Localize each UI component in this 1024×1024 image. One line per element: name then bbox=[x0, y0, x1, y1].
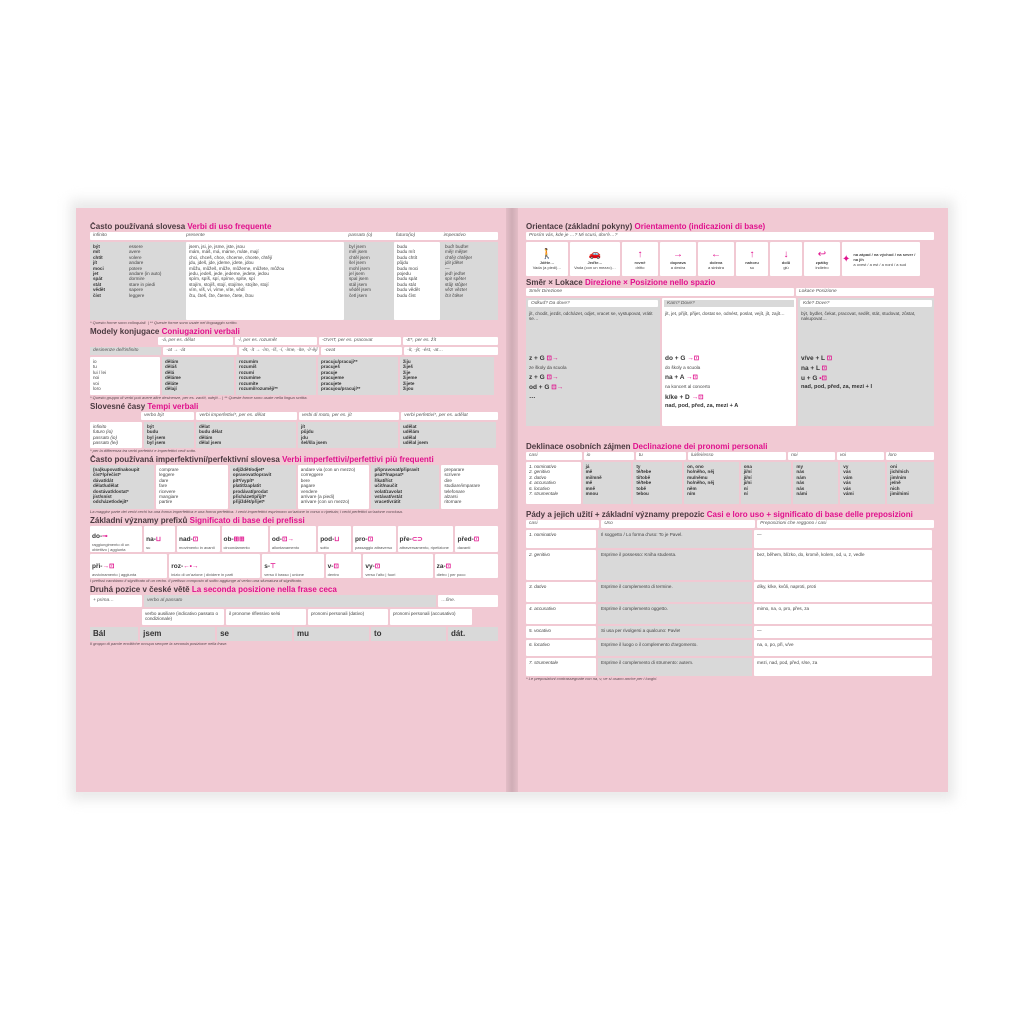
frequent-verbs-title: Často používaná slovesa Verbi di uso frequente bbox=[90, 222, 272, 231]
second-position-section bbox=[90, 585, 498, 646]
case-2-name: 2. genitivo bbox=[526, 550, 596, 580]
prefix-pred: před-⊡ davanti bbox=[455, 526, 497, 552]
hdr-tu: tu bbox=[636, 452, 686, 460]
frequent-verbs-note: * Questo forme sono colloquiali. | ** Queste forme sono usate nel linguaggio scritto. bbox=[90, 320, 238, 325]
sp-prima: + prima… bbox=[90, 595, 142, 607]
prefix-v: v-⊡ dentro bbox=[326, 554, 362, 578]
prefix-za: za-⊡ dietro | per poco bbox=[435, 554, 498, 578]
tenses-section bbox=[90, 402, 498, 453]
case-7-name: 7. strumentale bbox=[526, 658, 596, 676]
orientation-title: Orientace (základní pokyny) Orientamento (indicazioni di base) bbox=[526, 222, 766, 231]
col-inf-it: essere avere volere andare potere andare (in auto) dormire stare in piedi sapere leggere bbox=[129, 244, 162, 298]
arrow-right-icon: → doprava a destra bbox=[660, 242, 696, 276]
case-row-5 bbox=[526, 626, 934, 638]
direction-location-title: Směr × Lokace Direzione × Posizione nello spazio bbox=[526, 278, 716, 287]
conjugation-body bbox=[90, 357, 498, 395]
prefix-vy: vy-⊡ verso l'alto | fuori bbox=[363, 554, 432, 578]
arrow-left-icon: ← doleva a sinistra bbox=[698, 242, 734, 276]
col-present: jsem, jsi, je, jsme, jste, jsou mám, máš, má, máme, máte, mají chci, chceš, chce, chceme, chcete, chtějí jdu, jdeš, jde, jdeme, jdete, jdou můžu, můžeš, může, můžeme, můžete, můžou jedu, jedeš, jede, jedeme, jedete, jedou spím, spíš, spí, spíme, spíte, spí stojím, stojíš, stojí, stojíme, stojíte, stojí vím, víš, ví, víme, víte, vědí čtu, čteš, čte, čteme, čtete, čtou bbox=[186, 242, 344, 320]
aspect-note: La maggior parte dei verbi cechi ha una forma imperfettiva e una forma perfettiva. I verbi imperfettivi esprimono un'azione in corso o ripetuta; i verbi perfettivi un'azione conclusa. bbox=[90, 509, 404, 514]
second-position-row-2 bbox=[90, 609, 498, 625]
hdr-future: futuro(io) bbox=[395, 233, 416, 238]
direction-location-body bbox=[526, 298, 934, 426]
pron-vy: vy vás vám vás vás vámi bbox=[840, 462, 885, 504]
zit-col: žiju žiješ žije žijeme žijete žijou bbox=[400, 357, 494, 395]
second-position-row-1 bbox=[90, 595, 498, 607]
to-na: na + A bbox=[665, 374, 685, 382]
to-column: Kam? Dove? jít, jet, přijít, přijet, dostat se, odnést, poslat, vejít, jít, zajít… do + G →⊡ do školy a scuola na + A →⊡ na koncert al concerto k/ke + D →⊡ nad, pod, před, za, mezi + A bbox=[662, 298, 796, 426]
case-4-name: 4. accusativo bbox=[526, 604, 596, 624]
example-na: na koncert al concerto bbox=[665, 384, 711, 390]
case-2-use: Esprime il possesso: Kniha studenta. bbox=[598, 550, 752, 580]
walk-icon: 🚶 Jděte… Vada (a piedi)… bbox=[526, 242, 568, 276]
hdr-cases: casi bbox=[526, 452, 582, 460]
prefixes-section bbox=[90, 516, 498, 583]
frequent-verbs-header bbox=[90, 232, 498, 240]
pronouns-title: Deklinace osobních zájmen Declinazione dei pronomi personali bbox=[526, 442, 768, 451]
cases-note: * Le preposizioni contrassegnate con na, v, ve si usano anche per i luoghi. bbox=[526, 676, 658, 681]
sp-word-6: dát. bbox=[448, 627, 498, 641]
from-od: od + G bbox=[529, 384, 550, 392]
case-6-name: 6. locativo bbox=[526, 640, 596, 656]
tenses-note: * per la differenza tra verbi perfettivi e imperfettivi vedi sotto. bbox=[90, 448, 197, 453]
ending-1: -at → -át bbox=[163, 347, 236, 355]
sp-accusative: pronomi personali (accusativo) bbox=[390, 609, 472, 625]
pron-on: on, ono ho/něho, něj mu/němu ho/něho, něj něm ním bbox=[684, 462, 739, 504]
prefix-pod: pod-⊔ sotto bbox=[318, 526, 351, 552]
case-3-use: Esprime il complemento di termine. bbox=[598, 582, 752, 602]
case-row-2 bbox=[526, 550, 934, 580]
cases-section bbox=[526, 510, 934, 681]
hdr-imperative: imperativo bbox=[443, 233, 466, 238]
case-7-use: Esprime il complemento di strumento: autem. bbox=[598, 658, 752, 676]
hdr-loro: loro bbox=[886, 452, 934, 460]
aspect-g1-cz: (na)kupovat/nakoupit číst*/přečíst* dávat/dát dělat/udělat dostávat/dostat* jíst/sníst odcházet/odejít* bbox=[90, 465, 154, 509]
sp-word-1: Bál bbox=[90, 627, 138, 641]
pron-cases: 1. nominativo 2. genitivo 3. dativo 4. accusativo 6. locativo 7. strumentale bbox=[526, 462, 581, 504]
aspect-g2-it: andare via (con un mezzo) correggere bere pagare vendere arrivare (a piedi) arrivare (con un mezzo) bbox=[298, 465, 370, 509]
hdr-present: presente bbox=[186, 233, 205, 238]
case-6-prep: na, o, po, při, v/ve bbox=[754, 640, 932, 656]
hdr-voi: voi bbox=[837, 452, 884, 460]
orientation-question: Prosím vás, kde je …? Mi scusi, dov'è…? bbox=[526, 232, 934, 240]
where-nad-pod: nad, pod, před, za, mezi + I bbox=[801, 384, 873, 390]
prefix-roz: roz-←•→ inizio di un'azione | dividere in parti bbox=[169, 554, 260, 578]
case-4-use: Esprime il complemento oggetto. bbox=[598, 604, 752, 624]
prefix-pri: při-→⊡ avvicinamento | aggiunta bbox=[90, 554, 167, 578]
arrow-down-icon: ↓ dolů giù bbox=[770, 242, 802, 276]
where-column: Kde? Dove? být, bydlet, čekat, pracovat, sedět, stát, studovat, zůstat, nakupovat… v/ve + L ⊡ na + L ⊡ u + G •⊡ nad, pod, před, za, mezi + I bbox=[798, 298, 934, 426]
aspect-g3-it: preparare scrivere dire studiare/imparare telefonare alzarsi ritornare bbox=[441, 465, 498, 509]
frequent-verbs-body bbox=[90, 242, 498, 320]
byt-col: být budu byl jsem byl jsem bbox=[144, 422, 194, 448]
case-1-use: Il soggetto / Lo forma d'uso: To je Pavel. bbox=[598, 530, 752, 548]
col-future: budu budu mít budu chtít půjdu budu moci pojedu budu spát budu stát budu vědět budu číst bbox=[394, 242, 440, 320]
hdr-direction: Směr Direzione bbox=[526, 288, 794, 296]
hdr-pracovat: -OVAT, per es. pracovat bbox=[319, 337, 401, 345]
from-z-1: z + G bbox=[529, 355, 545, 362]
col-imperative: buď! buďte! měj! mějte! chtěj! chtějte! jdi! jděte! — jeď! jeďte! spi! spěte! stůj! stůjte! věz! vězte! čti! čtěte! bbox=[445, 244, 473, 298]
ending-4: -ít, -ýt, -ést, -at… bbox=[404, 347, 498, 355]
frequent-verbs-section bbox=[90, 222, 498, 325]
delat-col: dělám děláš dělá děláme děláte dělají bbox=[162, 357, 234, 395]
hdr-lui: lui/lei/esso bbox=[688, 452, 786, 460]
delat-tense-col: dělat budu dělat dělám dělal jsem bbox=[196, 422, 296, 448]
pronouns-body bbox=[526, 462, 934, 504]
hdr-io: io bbox=[584, 452, 634, 460]
where-na: na + L bbox=[801, 365, 820, 372]
car-icon: 🚗 Jeďte… Vada (con un mezzo)… bbox=[570, 242, 620, 276]
prefix-s: s-⊤ verso il basso | unione bbox=[262, 554, 323, 578]
sp-word-3: se bbox=[217, 627, 292, 641]
hdr-past: passato (o) bbox=[348, 233, 373, 238]
sp-aux: verbo ausiliare (indicativo passato o condizionale) bbox=[142, 609, 224, 625]
sp-word-4: mu bbox=[294, 627, 369, 641]
col-inf-cz: být mít chtít jít moci jet spát stát vědět číst bbox=[93, 244, 106, 298]
conjugation-endings bbox=[90, 347, 498, 355]
aspect-section bbox=[90, 455, 498, 514]
conjugation-note: * Questo gruppo di verbi può avere altre desinenze, per es. zavřít, odejít... | ** Queste forme sono usate nella lingua scritta. bbox=[90, 395, 308, 400]
ending-2: -ět, -ít → -ím, -íš, -í, -íme, -íte, -í/-ějí bbox=[239, 347, 320, 355]
second-position-title: Druhá pozice v české větě La seconda posizione nella frase ceca bbox=[90, 585, 337, 594]
from-more: … bbox=[529, 393, 536, 401]
pronouns-section bbox=[526, 442, 934, 504]
example-to: do školy a scuola bbox=[665, 365, 701, 370]
left-page bbox=[76, 208, 512, 792]
case-5-prep: — bbox=[754, 626, 932, 638]
case-5-use: Si usa per rivolgersi a qualcuno: Pavle! bbox=[598, 626, 752, 638]
case-6-use: Esprime il luogo o il complemento d'argomento. bbox=[598, 640, 752, 656]
arrow-back-icon: ↩ zpátky indietro bbox=[804, 242, 840, 276]
pron-ona: ona jí/ní jí/ní ji/ni ní ní bbox=[741, 462, 792, 504]
case-row-1 bbox=[526, 530, 934, 548]
pracovat-col: pracuju/pracuji** pracuješ pracuje pracujeme pracujete pracujou/pracují** bbox=[318, 357, 398, 395]
hdr-noi: noi bbox=[788, 452, 835, 460]
pron-oni: oni jich/nich jim/nim je/ně nich jimi/nimi bbox=[887, 462, 934, 504]
prefixes-title: Základní významy prefixů Significato di base dei prefissi bbox=[90, 516, 305, 525]
right-page bbox=[512, 208, 948, 792]
where-u: u + G bbox=[801, 375, 818, 382]
aspect-title: Často používaná imperfektivní/perfektivní slovesa Verbi imperfettivi/perfettivi più frequenti bbox=[90, 455, 434, 464]
compass-icon: ✦ na západ / na východ / na sever / na jih a ovest / a est / a nord / a sud bbox=[842, 242, 920, 276]
hdr-byt: verbo být bbox=[141, 412, 194, 420]
from-z-2: z + G bbox=[529, 374, 545, 382]
to-do: do + G bbox=[665, 355, 686, 362]
prefixes-row-1 bbox=[90, 526, 498, 552]
prefix-nad: nad-⊡ movimento in avanti bbox=[177, 526, 219, 552]
case-3-prep: díky, k/ke, kvůli, naproti, proti bbox=[754, 582, 932, 602]
prefix-pro: pro-⊡ passaggio attraverso bbox=[353, 526, 395, 552]
example-from: ze školy da scuola bbox=[529, 365, 567, 370]
tenses-title: Slovesné časy Tempi verbali bbox=[90, 402, 199, 411]
direction-location-header bbox=[526, 288, 934, 296]
aspect-g2-cz: odjíždět/odjet* opravovat/opravit pít*/vypít* platit/zaplatit prodávat/prodat přicházet/přijít* přijíždět/přijet* bbox=[230, 465, 296, 509]
prefix-do: do-⊸ raggiungimento di un obiettivo | aggiunta bbox=[90, 526, 142, 552]
page-fold bbox=[506, 208, 518, 792]
prefix-pre: pře-⊂⊃ attraversamento, ripetizione bbox=[398, 526, 454, 552]
aspect-body bbox=[90, 465, 498, 509]
sp-fine: …fine. bbox=[438, 595, 498, 607]
hdr-prep: Preposizioni che reggono i casi bbox=[757, 520, 934, 528]
tenses-body bbox=[90, 422, 498, 448]
case-4-prep: mimo, na, o, pro, přes, za bbox=[754, 604, 932, 624]
prefixes-note: I prefissi cambiano il significato di un verbo. Il prefisso composto di solito aggiunge al verbo una sfumatura di significato. bbox=[90, 578, 303, 583]
second-position-words bbox=[90, 627, 498, 641]
direction-location-section bbox=[526, 278, 934, 426]
orientation-section bbox=[526, 222, 934, 276]
aspect-g1-it: comprare leggere dare fare ricevere mangiare partire bbox=[156, 465, 228, 509]
hdr-rozumet: -í, per es. rozumět bbox=[235, 337, 317, 345]
hdr-infinitive: infinito bbox=[93, 233, 107, 238]
second-position-note: Il gruppo di parole enclitiche occupa sempre la seconda posizione nella frase. bbox=[90, 641, 228, 646]
case-row-4 bbox=[526, 604, 934, 624]
pronouns-col: io tu lui / lei noi voi loro bbox=[90, 357, 160, 395]
conjugation-header bbox=[90, 337, 498, 345]
hdr-location: Lokace Posizione bbox=[796, 288, 934, 296]
pron-my: my nás nám nás nás námi bbox=[793, 462, 838, 504]
col-past: byl jsem měl jsem chtěl jsem šel jsem mohl jsem jel jsem spal jsem stál jsem věděl jsem četl jsem bbox=[349, 244, 371, 298]
case-2-prep: bez, během, blízko, do, kromě, kolem, od, u, z, vedle bbox=[754, 550, 932, 580]
prefixes-row-2 bbox=[90, 554, 498, 578]
case-1-prep: — bbox=[754, 530, 932, 548]
conjugation-section bbox=[90, 327, 498, 400]
pron-ty: ty tě/tebe ti/tobě tě/tebe tobě tebou bbox=[633, 462, 682, 504]
hdr-perf: verbi perfettivi*, per es. udělat bbox=[401, 412, 498, 420]
endings-label: desinenze dell'infinito bbox=[90, 347, 161, 355]
tenses-header bbox=[90, 412, 498, 420]
hdr-imperf: verbi imperfettivi*, per es. dělat bbox=[196, 412, 296, 420]
tense-labels: infinito futuro (io) passato (io) passato (lei) bbox=[90, 422, 142, 448]
q-where: Kde? Dove? bbox=[800, 300, 932, 307]
pronouns-header bbox=[526, 452, 934, 460]
ending-3: -ovat bbox=[321, 347, 402, 355]
hdr-case: casi bbox=[526, 520, 599, 528]
hdr-use: Uso bbox=[601, 520, 755, 528]
q-from: Odkud? Da dove? bbox=[528, 300, 658, 307]
case-row-7 bbox=[526, 658, 934, 676]
arrow-up-icon: ↑ nahoru su bbox=[736, 242, 768, 276]
jit-col: jít půjdu jdu šel/šla jsem bbox=[298, 422, 398, 448]
to-nad-pod: nad, pod, před, za, mezi + A bbox=[665, 402, 739, 409]
hdr-delat: -á, per es. dělat bbox=[158, 337, 232, 345]
prefix-od: od-⊡→ allontanamento bbox=[270, 526, 316, 552]
sp-dative: pronomi personali (dativo) bbox=[308, 609, 388, 625]
to-k: k/ke + D bbox=[665, 393, 690, 401]
case-3-name: 3. dativo bbox=[526, 582, 596, 602]
case-row-6 bbox=[526, 640, 934, 656]
hdr-zit: -E*, per es. žít bbox=[403, 337, 498, 345]
prefix-na: na-⊔ su bbox=[144, 526, 175, 552]
conjugation-title: Modely konjugace Coniugazioni verbali bbox=[90, 327, 240, 336]
cases-header bbox=[526, 520, 934, 528]
case-row-3 bbox=[526, 582, 934, 602]
sp-reflexive: il pronome riflessivo se/si bbox=[226, 609, 306, 625]
cases-title: Pády a jejich užití + základní významy prepozic Casi e loro uso + significato di base delle preposizioni bbox=[526, 510, 913, 519]
case-5-name: 5. vocativo bbox=[526, 626, 596, 638]
hdr-motion: verbi di moto, per es. jít bbox=[299, 412, 399, 420]
arrow-straight-icon: ↑ rovně dritto bbox=[622, 242, 658, 276]
sp-word-5: to bbox=[371, 627, 446, 641]
sp-word-2: jsem bbox=[140, 627, 215, 641]
udelat-col: udělat udělám udělal udělal jsem bbox=[400, 422, 496, 448]
rozumet-col: rozumím rozumíš rozumí rozumíme rozumíte rozumí/rozumějí** bbox=[236, 357, 316, 395]
pron-ja: já mě mi/mně mě mně mnou bbox=[583, 462, 632, 504]
from-column: Odkud? Da dove? jít, chodit, jezdit, odcházet, odjet, vracet se, vystupovat, vrátit se… z + G ⊡→ ze školy da scuola z + G ⊡→ od + G ⊡→ … bbox=[526, 298, 660, 426]
orientation-icons bbox=[526, 242, 934, 276]
q-to: Kam? Dove? bbox=[664, 300, 794, 307]
aspect-g3-cz: připravovat/připravit psát*/napsat* říkat/říct učit/naučit volat/zavolat vstávat/vstát vracet/vrátit bbox=[371, 465, 439, 509]
sp-verb-past: verbo al passato bbox=[144, 595, 436, 607]
case-7-prep: mezi, nad, pod, před, s/se, za bbox=[754, 658, 932, 676]
case-1-name: 1. nominativo bbox=[526, 530, 596, 548]
prefix-ob: ob-⊞⊞ circondamento bbox=[222, 526, 268, 552]
where-v: v/ve + L bbox=[801, 355, 825, 362]
